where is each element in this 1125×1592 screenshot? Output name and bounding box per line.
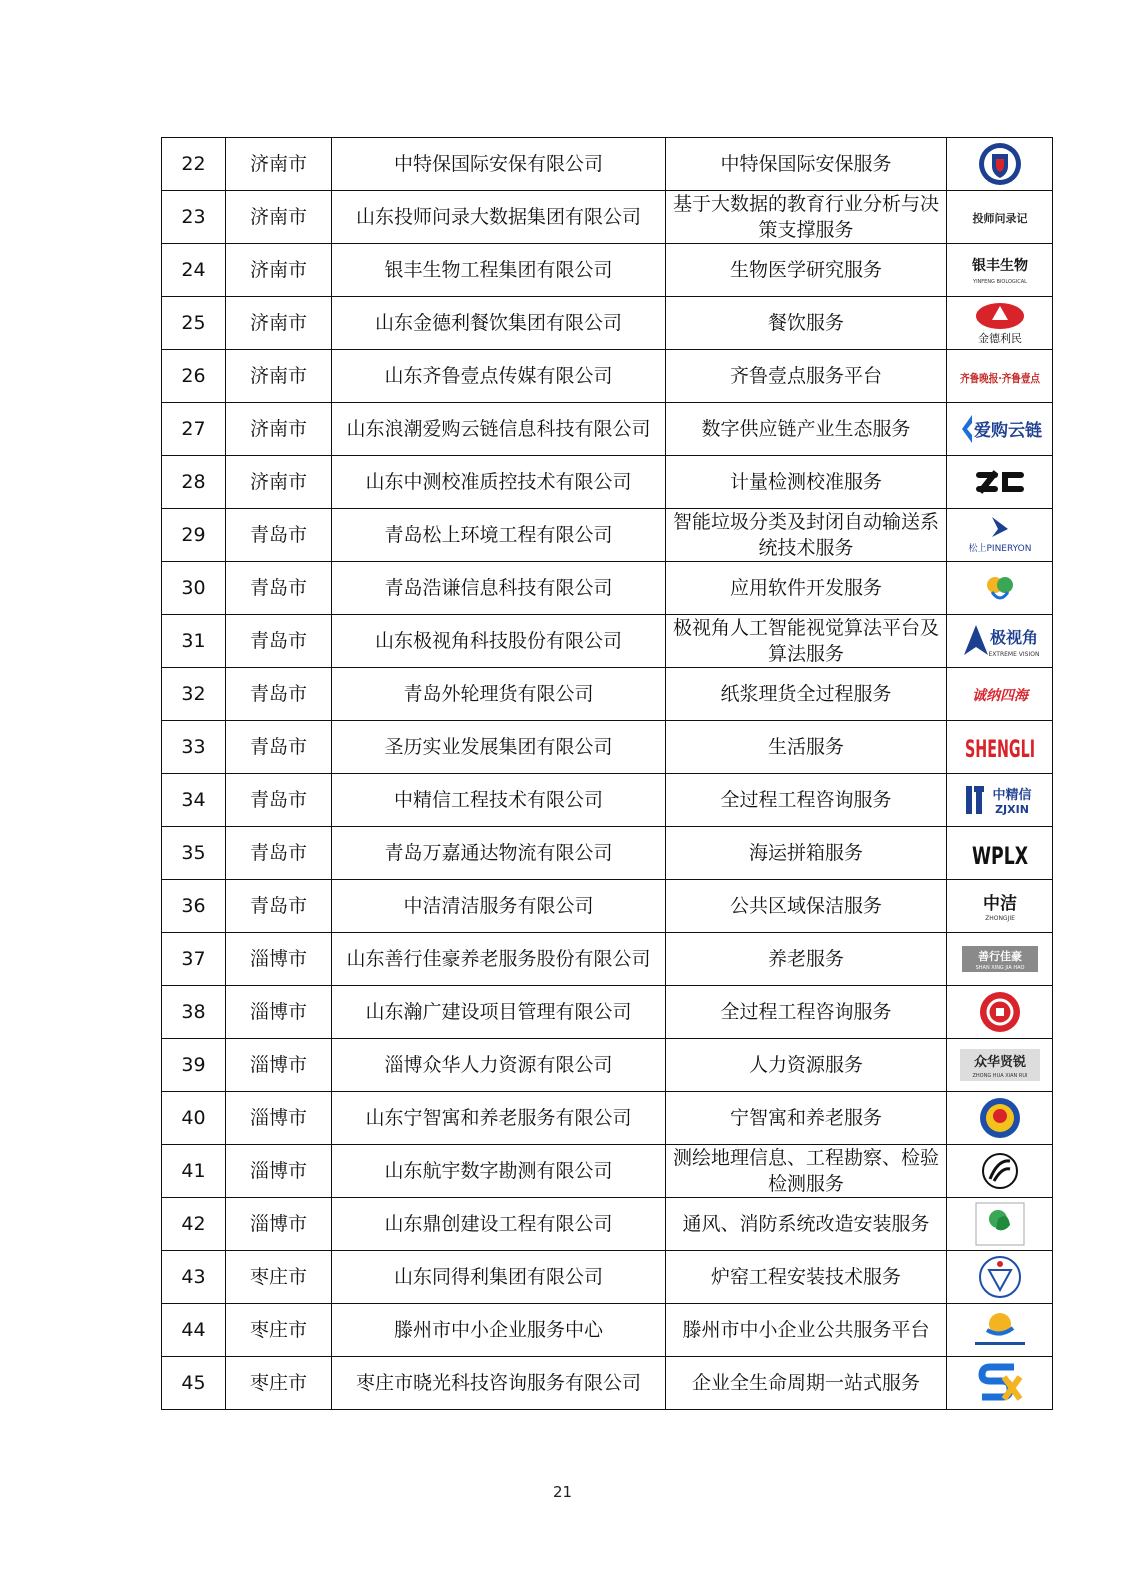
city-cell: 淄博市 xyxy=(226,1039,332,1092)
shield-emblem-icon xyxy=(958,140,1042,188)
logo-cell xyxy=(947,1092,1053,1145)
logo-subtext: ZHONG HUA XIAN RUI xyxy=(971,1073,1028,1079)
company-cell: 滕州市中小企业服务中心 xyxy=(332,1304,666,1357)
row-number: 39 xyxy=(162,1039,226,1092)
company-cell: 圣历实业发展集团有限公司 xyxy=(332,721,666,774)
service-cell: 炉窑工程安装技术服务 xyxy=(666,1251,947,1304)
table-row xyxy=(162,1357,1053,1410)
logo-cell xyxy=(947,1357,1053,1410)
service-cell: 齐鲁壹点服务平台 xyxy=(666,350,947,403)
hangyu-survey-logo-icon xyxy=(958,1147,1042,1195)
row-number: 29 xyxy=(162,509,226,562)
service-cell: 人力资源服务 xyxy=(666,1039,947,1092)
row-number: 42 xyxy=(162,1198,226,1251)
logo-cell xyxy=(947,191,1053,244)
yinfeng-biotech-logo-icon xyxy=(958,246,1042,294)
logo-text: 极视角 xyxy=(989,628,1038,647)
service-cell: 餐饮服务 xyxy=(666,297,947,350)
company-cell: 山东善行佳豪养老服务股份有限公司 xyxy=(332,933,666,986)
row-number: 28 xyxy=(162,456,226,509)
row-number: 35 xyxy=(162,827,226,880)
logo-cell xyxy=(947,562,1053,615)
table-row xyxy=(162,1092,1053,1145)
logo-text: 众华贤锐 xyxy=(973,1055,1026,1070)
logo-cell xyxy=(947,350,1053,403)
xiaoguang-sx-logo-icon xyxy=(958,1359,1042,1407)
logo-text: 中洁 xyxy=(982,894,1017,914)
city-cell: 济南市 xyxy=(226,350,332,403)
page-number: 21 xyxy=(552,1483,573,1501)
logo-cell xyxy=(947,774,1053,827)
city-cell: 青岛市 xyxy=(226,721,332,774)
company-cell: 山东航宇数字勘测有限公司 xyxy=(332,1145,666,1198)
logo-cell xyxy=(947,827,1053,880)
pineryon-logo-icon xyxy=(958,511,1042,559)
logo-cell xyxy=(947,1304,1053,1357)
table-row xyxy=(162,668,1053,721)
tongdeli-logo-icon xyxy=(958,1253,1042,1301)
logo-text: 金德利民 xyxy=(977,332,1022,345)
logo-text: SHENGLI xyxy=(964,735,1035,763)
table-row xyxy=(162,986,1053,1039)
row-number: 36 xyxy=(162,880,226,933)
company-cell: 枣庄市晓光科技咨询服务有限公司 xyxy=(332,1357,666,1410)
row-number: 22 xyxy=(162,138,226,191)
company-cell: 银丰生物工程集团有限公司 xyxy=(332,244,666,297)
company-cell: 山东中测校准质控技术有限公司 xyxy=(332,456,666,509)
shanxing-jiahao-logo-icon xyxy=(958,935,1042,983)
city-cell: 济南市 xyxy=(226,244,332,297)
logo-cell xyxy=(947,1251,1053,1304)
city-cell: 淄博市 xyxy=(226,986,332,1039)
table-row xyxy=(162,1198,1053,1251)
city-cell: 青岛市 xyxy=(226,509,332,562)
service-cell: 全过程工程咨询服务 xyxy=(666,986,947,1039)
city-cell: 济南市 xyxy=(226,456,332,509)
service-cell: 极视角人工智能视觉算法平台及算法服务 xyxy=(666,615,947,668)
table-row xyxy=(162,562,1053,615)
table-row xyxy=(162,774,1053,827)
service-cell: 应用软件开发服务 xyxy=(666,562,947,615)
shengli-wordmark-icon xyxy=(958,723,1042,771)
logo-cell xyxy=(947,721,1053,774)
company-cell: 山东宁智寓和养老服务有限公司 xyxy=(332,1092,666,1145)
service-cell: 宁智寓和养老服务 xyxy=(666,1092,947,1145)
company-cell: 山东极视角科技股份有限公司 xyxy=(332,615,666,668)
table-row xyxy=(162,827,1053,880)
service-cell: 滕州市中小企业公共服务平台 xyxy=(666,1304,947,1357)
row-number: 33 xyxy=(162,721,226,774)
row-number: 24 xyxy=(162,244,226,297)
service-cell: 养老服务 xyxy=(666,933,947,986)
service-cell: 企业全生命周期一站式服务 xyxy=(666,1357,947,1410)
logo-cell xyxy=(947,244,1053,297)
company-cell: 山东浪潮爱购云链信息科技有限公司 xyxy=(332,403,666,456)
table-row xyxy=(162,721,1053,774)
row-number: 32 xyxy=(162,668,226,721)
city-cell: 济南市 xyxy=(226,403,332,456)
logo-text: 诚纳四海 xyxy=(971,688,1028,704)
city-cell: 淄博市 xyxy=(226,1145,332,1198)
logo-cell xyxy=(947,668,1053,721)
city-cell: 枣庄市 xyxy=(226,1357,332,1410)
logo-cell xyxy=(947,615,1053,668)
city-cell: 青岛市 xyxy=(226,562,332,615)
extreme-vision-logo-icon xyxy=(958,617,1042,665)
row-number: 31 xyxy=(162,615,226,668)
table-row xyxy=(162,1145,1053,1198)
city-cell: 青岛市 xyxy=(226,880,332,933)
row-number: 23 xyxy=(162,191,226,244)
city-cell: 济南市 xyxy=(226,138,332,191)
table-row xyxy=(162,297,1053,350)
service-cell: 通风、消防系统改造安装服务 xyxy=(666,1198,947,1251)
table-row xyxy=(162,880,1053,933)
service-cell: 基于大数据的教育行业分析与决策支撑服务 xyxy=(666,191,947,244)
table-row xyxy=(162,350,1053,403)
logo-text: WPLX xyxy=(971,842,1028,870)
logo-cell xyxy=(947,933,1053,986)
company-cell: 山东投师问录大数据集团有限公司 xyxy=(332,191,666,244)
row-number: 25 xyxy=(162,297,226,350)
logo-text: 爱购云链 xyxy=(973,421,1042,441)
logo-text: 齐鲁晚报·齐鲁壹点 xyxy=(959,372,1052,385)
row-number: 44 xyxy=(162,1304,226,1357)
table-row xyxy=(162,244,1053,297)
zhongjie-logo-icon xyxy=(958,882,1042,930)
haoqian-logo-icon xyxy=(958,564,1042,612)
table-row xyxy=(162,138,1053,191)
company-cell: 中特保国际安保有限公司 xyxy=(332,138,666,191)
table-row xyxy=(162,1039,1053,1092)
zjxin-logo-icon xyxy=(958,776,1042,824)
company-cell: 淄博众华人力资源有限公司 xyxy=(332,1039,666,1092)
logo-subtext: YINFENG BIOLOGICAL xyxy=(972,279,1027,285)
service-cell: 海运拼箱服务 xyxy=(666,827,947,880)
logo-cell xyxy=(947,403,1053,456)
table-row xyxy=(162,403,1053,456)
row-number: 26 xyxy=(162,350,226,403)
red-seal-logo-icon xyxy=(958,988,1042,1036)
jindeli-restaurant-logo-icon xyxy=(958,299,1042,347)
city-cell: 淄博市 xyxy=(226,933,332,986)
city-cell: 枣庄市 xyxy=(226,1304,332,1357)
logo-text: 银丰生物 xyxy=(971,258,1028,274)
logo-text: 中精信 xyxy=(991,788,1032,803)
aigou-yunlian-logo-icon xyxy=(958,405,1042,453)
logo-text: 投师问录记 xyxy=(972,212,1027,225)
service-cell: 中特保国际安保服务 xyxy=(666,138,947,191)
logo-cell xyxy=(947,1198,1053,1251)
city-cell: 青岛市 xyxy=(226,827,332,880)
logo-cell xyxy=(947,138,1053,191)
table-row xyxy=(162,1304,1053,1357)
city-cell: 青岛市 xyxy=(226,615,332,668)
table-row xyxy=(162,615,1053,668)
row-number: 43 xyxy=(162,1251,226,1304)
row-number: 30 xyxy=(162,562,226,615)
logo-cell xyxy=(947,1039,1053,1092)
row-number: 40 xyxy=(162,1092,226,1145)
company-cell: 青岛浩谦信息科技有限公司 xyxy=(332,562,666,615)
logo-cell xyxy=(947,986,1053,1039)
table-row xyxy=(162,456,1053,509)
row-number: 27 xyxy=(162,403,226,456)
company-cell: 青岛松上环境工程有限公司 xyxy=(332,509,666,562)
qilu-yidian-logo-icon xyxy=(958,352,1052,400)
table-row xyxy=(162,509,1053,562)
city-cell: 青岛市 xyxy=(226,774,332,827)
service-cell: 公共区域保洁服务 xyxy=(666,880,947,933)
zc-calibration-logo-icon xyxy=(958,458,1042,506)
company-cell: 山东金德利餐饮集团有限公司 xyxy=(332,297,666,350)
dingchuang-logo-icon xyxy=(958,1200,1042,1248)
logo-cell xyxy=(947,880,1053,933)
company-cell: 中洁清洁服务有限公司 xyxy=(332,880,666,933)
logo-text: 松上PINERYON xyxy=(967,544,1032,554)
table-body xyxy=(162,138,1053,1410)
logo-subtext: ZJXIN xyxy=(994,803,1029,816)
logo-subtext: SHAN XING JIA HAO xyxy=(975,965,1024,971)
logo-subtext: ZHONGJIE xyxy=(984,915,1015,922)
city-cell: 枣庄市 xyxy=(226,1251,332,1304)
city-cell: 淄博市 xyxy=(226,1092,332,1145)
row-number: 34 xyxy=(162,774,226,827)
logo-subtext: EXTREME VISION xyxy=(988,651,1039,658)
city-cell: 济南市 xyxy=(226,297,332,350)
zhonghua-xianrui-logo-icon xyxy=(958,1041,1042,1089)
service-provider-table xyxy=(161,137,1053,1410)
logo-cell xyxy=(947,297,1053,350)
city-cell: 济南市 xyxy=(226,191,332,244)
ningzhi-yuhe-emblem-icon xyxy=(958,1094,1042,1142)
table-row xyxy=(162,1251,1053,1304)
service-cell: 测绘地理信息、工程勘察、检验检测服务 xyxy=(666,1145,947,1198)
row-number: 37 xyxy=(162,933,226,986)
row-number: 38 xyxy=(162,986,226,1039)
company-cell: 山东同得利集团有限公司 xyxy=(332,1251,666,1304)
table-row xyxy=(162,191,1053,244)
row-number: 45 xyxy=(162,1357,226,1410)
logo-cell xyxy=(947,456,1053,509)
company-cell: 山东齐鲁壹点传媒有限公司 xyxy=(332,350,666,403)
wplx-wordmark-icon xyxy=(958,829,1042,877)
service-cell: 生活服务 xyxy=(666,721,947,774)
city-cell: 青岛市 xyxy=(226,668,332,721)
row-number: 41 xyxy=(162,1145,226,1198)
tally-calligraphy-logo-icon xyxy=(958,670,1042,718)
company-cell: 中精信工程技术有限公司 xyxy=(332,774,666,827)
table-row xyxy=(162,933,1053,986)
city-cell: 淄博市 xyxy=(226,1198,332,1251)
service-cell: 智能垃圾分类及封闭自动输送系统技术服务 xyxy=(666,509,947,562)
logo-cell xyxy=(947,1145,1053,1198)
company-cell: 山东鼎创建设工程有限公司 xyxy=(332,1198,666,1251)
service-cell: 计量检测校准服务 xyxy=(666,456,947,509)
service-cell: 纸浆理货全过程服务 xyxy=(666,668,947,721)
touzhi-wenlu-wordmark-icon xyxy=(958,193,1042,241)
company-cell: 山东瀚广建设项目管理有限公司 xyxy=(332,986,666,1039)
tengzhou-sme-center-logo-icon xyxy=(958,1306,1042,1354)
company-cell: 青岛外轮理货有限公司 xyxy=(332,668,666,721)
logo-cell xyxy=(947,509,1053,562)
logo-text: 善行佳豪 xyxy=(977,950,1022,963)
service-cell: 全过程工程咨询服务 xyxy=(666,774,947,827)
company-cell: 青岛万嘉通达物流有限公司 xyxy=(332,827,666,880)
service-cell: 数字供应链产业生态服务 xyxy=(666,403,947,456)
service-cell: 生物医学研究服务 xyxy=(666,244,947,297)
